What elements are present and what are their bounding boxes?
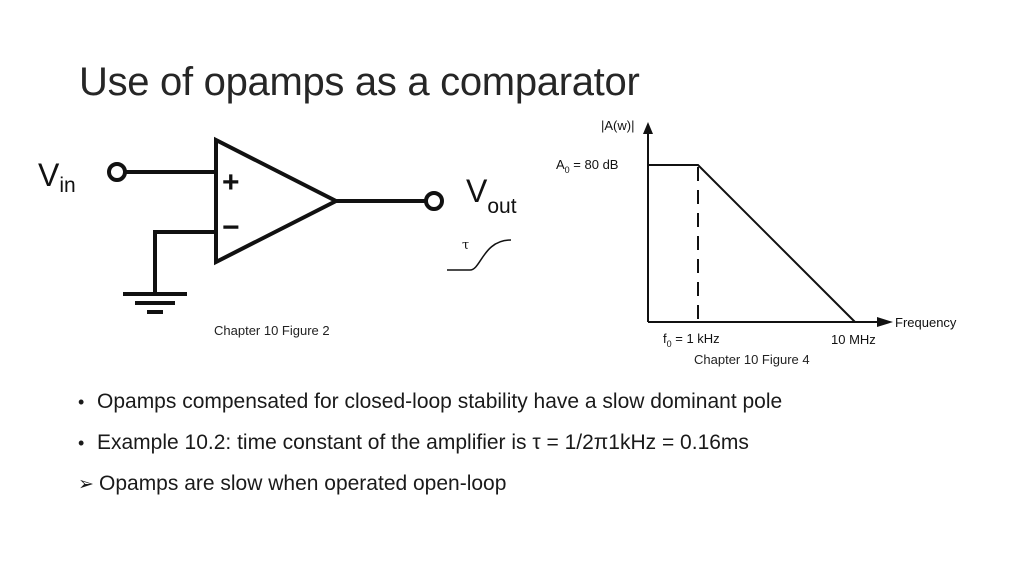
bode-y-axis-label: |A(w)| [601,118,635,133]
arrow-bullet-mark: ➢ [78,474,94,495]
bullet-item [78,431,782,472]
vout-label: $V_{out}$ [466,173,517,218]
bode-plot [556,118,957,349]
step-response-curve [447,240,511,270]
bullet-text: Opamps compensated for closed-loop stability have a slow dominant pole [97,390,783,413]
x-axis-arrowhead [877,317,893,327]
f0-label: $f_0 = 1$ kHz [663,331,720,349]
bullet-item [78,390,782,431]
f-end-label: 10 MHz [831,332,876,347]
bode-x-axis-label: Frequency [895,315,957,330]
inverting-wire [155,232,216,292]
minus-sign: − [222,211,240,244]
circuit-caption: Chapter 10 Figure 2 [214,323,330,338]
gain-curve [648,165,855,322]
slide-title: Use of opamps as a comparator [79,60,640,104]
vout-terminal [426,193,442,209]
opamp-circuit [38,140,517,312]
bullet-mark: • [78,392,85,412]
tau-label: τ [462,238,470,253]
bullet-mark: • [78,433,85,453]
a0-label: $A_0 = 80$ dB [556,157,619,175]
plus-sign: + [222,166,240,199]
vin-label: Vin [38,157,76,197]
bullet-item [78,472,782,513]
bullet-text: Example 10.2: time constant of the amplifier is τ = 1/2π1kHz = 0.16ms [97,431,749,454]
bullet-text: Opamps are slow when operated open-loop [99,472,507,495]
bode-caption: Chapter 10 Figure 4 [694,352,810,367]
vin-terminal [109,164,125,180]
bullet-list [78,390,782,513]
